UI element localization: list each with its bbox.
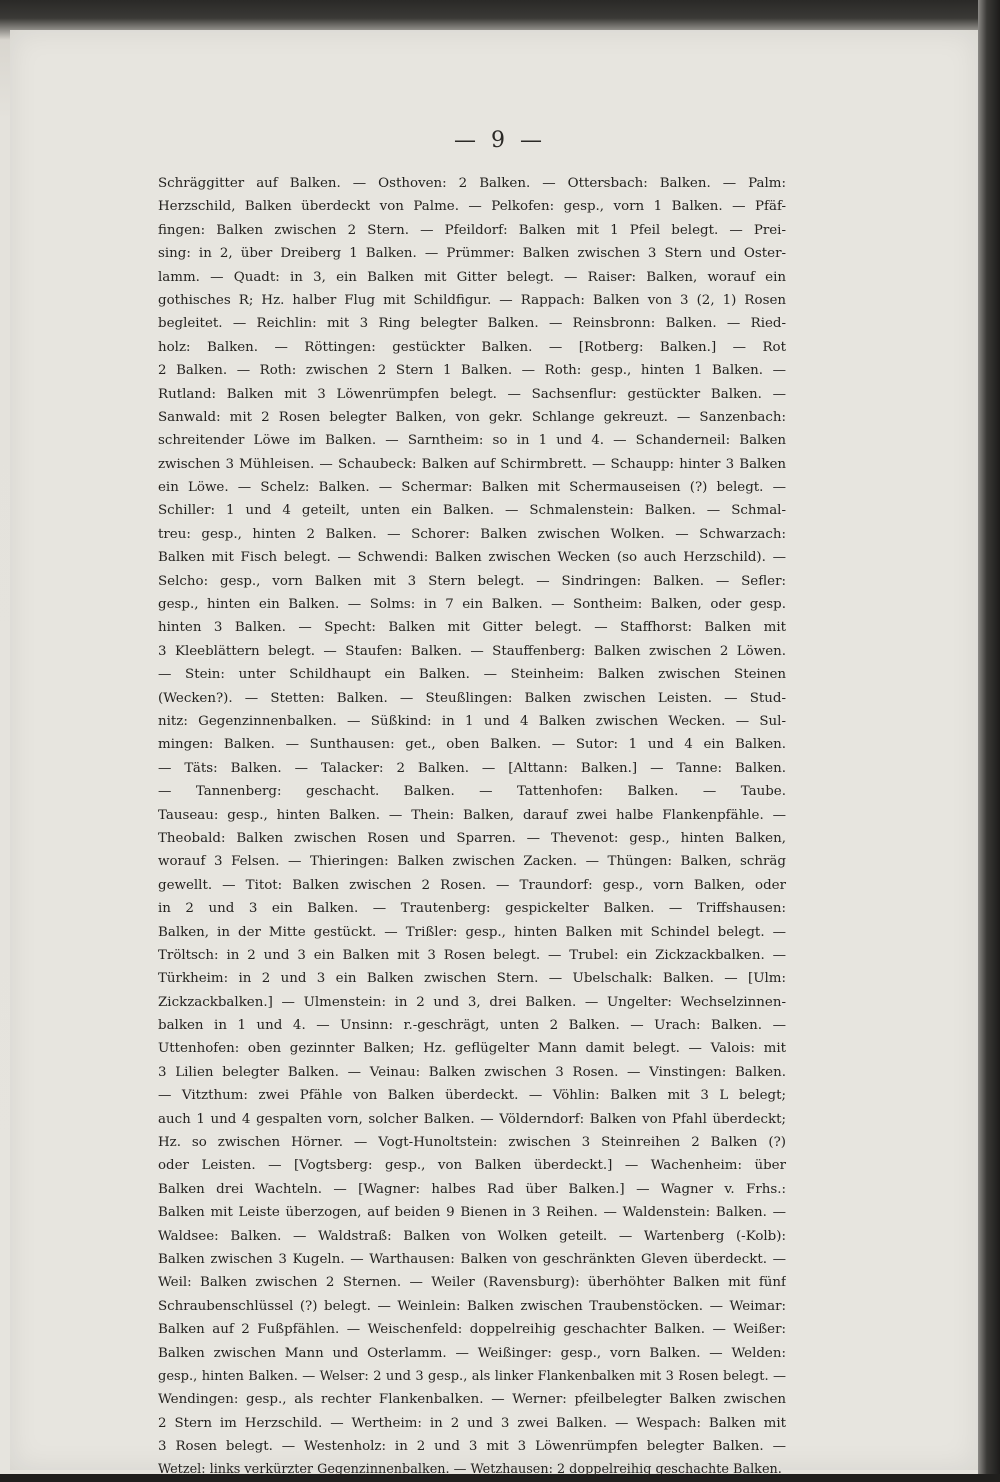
text-line: auch 1 und 4 gespalten vorn, solcher Balken. — Völderndorf: Balken von Pfahl überdeckt;: [158, 1111, 786, 1127]
text-line: — Tannenberg: geschacht. Balken. — Tattenhofen: Balken. — Taube.: [158, 784, 786, 800]
text-line: Schraubenschlüssel (?) belegt. — Weinlein: Balken zwischen Traubenstöcken. — Weimar:: [158, 1298, 786, 1314]
text-line: treu: gesp., hinten 2 Balken. — Schorer: Balken zwischen Wolken. — Schwarzach:: [158, 526, 786, 542]
text-line: worauf 3 Felsen. — Thieringen: Balken zwischen Zacken. — Thüngen: Balken, schräg: [158, 854, 786, 870]
text-line: Schiller: 1 und 4 geteilt, unten ein Balken. — Schmalenstein: Balken. — Schmal-: [158, 503, 786, 519]
text-line: 2 Balken. — Roth: zwischen 2 Stern 1 Balken. — Roth: gesp., hinten 1 Balken. —: [158, 363, 786, 379]
text-line: 2 Stern im Herzschild. — Wertheim: in 2 und 3 zwei Balken. — Wespach: Balken mit: [158, 1415, 786, 1431]
text-line: Balken, in der Mitte gestückt. — Trißler: gesp., hinten Balken mit Schindel belegt. —: [158, 924, 786, 940]
text-line: — Stein: unter Schildhaupt ein Balken. — Steinheim: Balken zwischen Steinen: [158, 667, 786, 683]
text-line: ein Löwe. — Schelz: Balken. — Schermar: Balken mit Schermauseisen (?) belegt. —: [158, 480, 786, 496]
text-line: sing: in 2, über Dreiberg 1 Balken. — Prümmer: Balken zwischen 3 Stern und Oster-: [158, 246, 786, 262]
text-line: Theobald: Balken zwischen Rosen und Sparren. — Thevenot: gesp., hinten Balken,: [158, 830, 786, 846]
text-line: lamm. — Quadt: in 3, ein Balken mit Gitter belegt. — Raiser: Balken, worauf ein: [158, 269, 786, 285]
text-line: Balken drei Wachteln. — [Wagner: halbes Rad über Balken.] — Wagner v. Frhs.:: [158, 1181, 786, 1197]
text-line: 3 Kleeblättern belegt. — Staufen: Balken. — Stauffenberg: Balken zwischen 2 Löwen.: [158, 643, 786, 659]
text-line: Balken mit Fisch belegt. — Schwendi: Balken zwischen Wecken (so auch Herzschild). —: [158, 550, 786, 566]
text-line: schreitender Löwe im Balken. — Sarntheim: so in 1 und 4. — Schanderneil: Balken: [158, 433, 786, 449]
text-line: Rutland: Balken mit 3 Löwenrümpfen belegt. — Sachsenflur: gestückter Balken. —: [158, 386, 786, 402]
text-line: Wetzel: links verkürzter Gegenzinnenbalken. — Wetzhausen: 2 doppelreihig geschachte Balken.: [158, 1462, 782, 1478]
text-line: balken in 1 und 4. — Unsinn: r.-geschrägt, unten 2 Balken. — Urach: Balken. —: [158, 1018, 786, 1034]
text-line: Wendingen: gesp., als rechter Flankenbalken. — Werner: pfeilbelegter Balken zwischen: [158, 1392, 786, 1408]
text-line: mingen: Balken. — Sunthausen: get., oben Balken. — Sutor: 1 und 4 ein Balken.: [158, 737, 786, 753]
text-line: Balken zwischen 3 Kugeln. — Warthausen: Balken von geschränkten Gleven überdeckt. —: [158, 1251, 786, 1267]
text-line: gothisches R; Hz. halber Flug mit Schildfigur. — Rappach: Balken von 3 (2, 1) Rosen: [158, 292, 786, 308]
text-line: Türkheim: in 2 und 3 ein Balken zwischen Stern. — Ubelschalk: Balken. — [Ulm:: [158, 971, 786, 987]
page-number: — 9 —: [454, 128, 546, 153]
text-line: Hz. so zwischen Hörner. — Vogt-Hunoltstein: zwischen 3 Steinreihen 2 Balken (?): [158, 1135, 786, 1151]
text-line: Weil: Balken zwischen 2 Sternen. — Weiler (Ravensburg): überhöhter Balken mit fünf: [158, 1275, 786, 1291]
text-line: fingen: Balken zwischen 2 Stern. — Pfeildorf: Balken mit 1 Pfeil belegt. — Prei-: [158, 222, 786, 238]
text-line: in 2 und 3 ein Balken. — Trautenberg: gespickelter Balken. — Triffshausen:: [158, 901, 786, 917]
text-line: Sanwald: mit 2 Rosen belegter Balken, von gekr. Schlange gekreuzt. — Sanzenbach:: [158, 409, 786, 425]
text-line: Balken auf 2 Fußpfählen. — Weischenfeld: doppelreihig geschachter Balken. — Weißer:: [158, 1322, 786, 1338]
text-line: Tauseau: gesp., hinten Balken. — Thein: Balken, darauf zwei halbe Flankenpfähle. —: [158, 807, 786, 823]
text-line: Balken mit Leiste überzogen, auf beiden 9 Bienen in 3 Reihen. — Waldenstein: Balken. —: [158, 1205, 786, 1221]
text-line: gesp., hinten Balken. — Welser: 2 und 3 gesp., als linker Flankenbalken mit 3 Rosen belegt. —: [158, 1368, 786, 1384]
text-line: holz: Balken. — Röttingen: gestückter Balken. — [Rotberg: Balken.] — Rot: [158, 339, 786, 355]
text-line: oder Leisten. — [Vogtsberg: gesp., von Balken überdeckt.] — Wachenheim: über: [158, 1158, 786, 1174]
text-line: begleitet. — Reichlin: mit 3 Ring belegter Balken. — Reinsbronn: Balken. — Ried-: [158, 316, 786, 332]
text-line: Tröltsch: in 2 und 3 ein Balken mit 3 Rosen belegt. — Trubel: ein Zickzackbalken. —: [158, 947, 786, 963]
text-line: Selcho: gesp., vorn Balken mit 3 Stern belegt. — Sindringen: Balken. — Sefler:: [158, 573, 786, 589]
text-line: Herzschild, Balken überdeckt von Palme. — Pelkofen: gesp., vorn 1 Balken. — Pfäf-: [158, 199, 786, 215]
text-line: gewellt. — Titot: Balken zwischen 2 Rosen. — Traundorf: gesp., vorn Balken, oder: [158, 877, 786, 893]
book-edge: [978, 0, 1000, 1474]
text-line: Uttenhofen: oben gezinnter Balken; Hz. geflügelter Mann damit belegt. — Valois: mit: [158, 1041, 786, 1057]
text-block: [158, 172, 786, 1482]
text-line: Waldsee: Balken. — Waldstraß: Balken von Wolken geteilt. — Wartenberg (-Kolb):: [158, 1228, 786, 1244]
text-line: hinten 3 Balken. — Specht: Balken mit Gitter belegt. — Staffhorst: Balken mit: [158, 620, 786, 636]
text-line: nitz: Gegenzinnenbalken. — Süßkind: in 1 und 4 Balken zwischen Wecken. — Sul-: [158, 713, 786, 729]
text-line: 3 Rosen belegt. — Westenholz: in 2 und 3 mit 3 Löwenrümpfen belegter Balken. —: [158, 1439, 786, 1455]
text-line: zwischen 3 Mühleisen. — Schaubeck: Balken auf Schirmbrett. — Schaupp: hinter 3 Balken: [158, 456, 786, 472]
text-line: — Vitzthum: zwei Pfähle von Balken überdeckt. — Vöhlin: Balken mit 3 L belegt;: [158, 1088, 786, 1104]
text-line: Zickzackbalken.] — Ulmenstein: in 2 und 3, drei Balken. — Ungelter: Wechselzinnen-: [158, 994, 786, 1010]
text-line: — Täts: Balken. — Talacker: 2 Balken. — [Alttann: Balken.] — Tanne: Balken.: [158, 760, 786, 776]
text-line: 3 Lilien belegter Balken. — Veinau: Balken zwischen 3 Rosen. — Vinstingen: Balken.: [158, 1064, 786, 1080]
text-line: gesp., hinten ein Balken. — Solms: in 7 ein Balken. — Sontheim: Balken, oder gesp.: [158, 597, 786, 613]
text-line: (Wecken?). — Stetten: Balken. — Steußlingen: Balken zwischen Leisten. — Stud-: [158, 690, 786, 706]
text-line: Schräggitter auf Balken. — Osthoven: 2 Balken. — Ottersbach: Balken. — Palm:: [158, 176, 786, 191]
text-line: Balken zwischen Mann und Osterlamm. — Weißinger: gesp., vorn Balken. — Welden:: [158, 1345, 786, 1361]
